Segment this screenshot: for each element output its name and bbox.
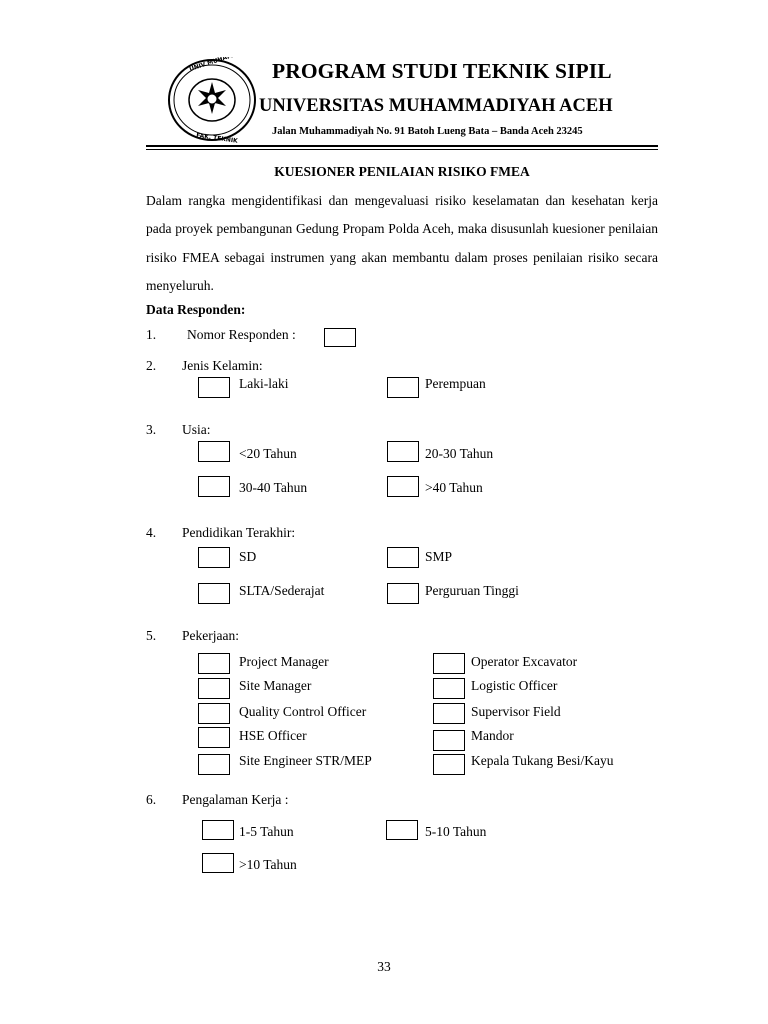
question-label: Jenis Kelamin: — [182, 358, 263, 373]
respondent-heading: Data Responden: — [146, 302, 246, 317]
checkbox-laki-laki[interactable] — [198, 377, 230, 398]
option-label: Kepala Tukang Besi/Kayu — [471, 753, 614, 768]
question-label: Pengalaman Kerja : — [182, 792, 289, 807]
checkbox-job-site-manager[interactable] — [198, 678, 230, 699]
header-rule-thin — [146, 149, 658, 150]
header-rule-thick — [146, 145, 658, 147]
option-label: Supervisor Field — [471, 704, 561, 719]
checkbox-job-qc-officer[interactable] — [198, 703, 230, 724]
checkbox-job-project-manager[interactable] — [198, 653, 230, 674]
checkbox-exp-5-10[interactable] — [386, 820, 418, 840]
checkbox-exp-over-10[interactable] — [202, 853, 234, 873]
question-label: Nomor Responden : — [187, 327, 296, 342]
university-logo — [166, 57, 258, 143]
checkbox-age-over-40[interactable] — [387, 476, 419, 497]
option-label: SLTA/Sederajat — [239, 583, 325, 598]
question-number: 1. — [146, 327, 157, 342]
option-label: HSE Officer — [239, 728, 307, 743]
checkbox-exp-1-5[interactable] — [202, 820, 234, 840]
intro-paragraph: Dalam rangka mengidentifikasi dan mengevaluasi risiko keselamatan dan kesehatan kerja pada proyek pembangunan Gedung Propam Polda Aceh, maka disusunlah kuesioner penilaian risiko FMEA sebagai instrumen yang akan membantu dalam proses penilaian risiko secara menyeluruh. — [146, 193, 658, 293]
checkbox-edu-sd[interactable] — [198, 547, 230, 568]
option-label: Quality Control Officer — [239, 704, 367, 719]
question-label: Usia: — [182, 422, 211, 437]
checkbox-age-under-20[interactable] — [198, 441, 230, 462]
option-label: Project Manager — [239, 654, 329, 669]
option-label: Site Manager — [239, 678, 312, 693]
option-label: Laki-laki — [239, 376, 289, 391]
respondent-number-field[interactable] — [324, 328, 356, 347]
checkbox-age-20-30[interactable] — [387, 441, 419, 462]
page-number: 33 — [377, 959, 391, 974]
question-number: 6. — [146, 792, 157, 807]
checkbox-job-mandor[interactable] — [433, 730, 465, 751]
option-label: 5-10 Tahun — [425, 824, 487, 839]
option-label: 30-40 Tahun — [239, 480, 308, 495]
svg-text:FAK. TEKNIK: FAK. TEKNIK — [195, 132, 239, 143]
option-label: Perguruan Tinggi — [425, 583, 519, 598]
question-number: 4. — [146, 525, 157, 540]
option-label: SD — [239, 549, 257, 564]
option-label: Site Engineer STR/MEP — [239, 753, 372, 768]
option-label: Logistic Officer — [471, 678, 558, 693]
option-label: Mandor — [471, 728, 514, 743]
option-label: >40 Tahun — [425, 480, 483, 495]
option-label: <20 Tahun — [239, 446, 297, 461]
checkbox-age-30-40[interactable] — [198, 476, 230, 497]
university-name: UNIVERSITAS MUHAMMADIYAH ACEH — [259, 96, 613, 116]
option-label: Perempuan — [425, 376, 486, 391]
option-label: 20-30 Tahun — [425, 446, 494, 461]
checkbox-job-logistic-officer[interactable] — [433, 678, 465, 699]
option-label: Operator Excavator — [471, 654, 578, 669]
university-address: Jalan Muhammadiyah No. 91 Batoh Lueng Bata – Banda Aceh 23245 — [272, 126, 583, 137]
question-number: 2. — [146, 358, 157, 373]
question-number: 5. — [146, 628, 157, 643]
question-label: Pendidikan Terakhir: — [182, 525, 296, 540]
question-number: 3. — [146, 422, 157, 437]
checkbox-edu-smp[interactable] — [387, 547, 419, 568]
document-title: KUESIONER PENILAIAN RISIKO FMEA — [274, 164, 530, 179]
checkbox-job-site-engineer[interactable] — [198, 754, 230, 775]
program-title: PROGRAM STUDI TEKNIK SIPIL — [272, 59, 612, 83]
checkbox-job-hse-officer[interactable] — [198, 727, 230, 748]
checkbox-job-kepala-tukang[interactable] — [433, 754, 465, 775]
option-label: >10 Tahun — [239, 857, 297, 872]
question-label: Pekerjaan: — [182, 628, 239, 643]
option-label: 1-5 Tahun — [239, 824, 294, 839]
svg-text:UNIV MUHAMMADIYAH: UNIV MUHAMMADIYAH — [188, 57, 258, 73]
checkbox-edu-university[interactable] — [387, 583, 419, 604]
checkbox-job-operator-excavator[interactable] — [433, 653, 465, 674]
option-label: SMP — [425, 549, 453, 564]
checkbox-perempuan[interactable] — [387, 377, 419, 398]
checkbox-edu-slta[interactable] — [198, 583, 230, 604]
checkbox-job-supervisor-field[interactable] — [433, 703, 465, 724]
